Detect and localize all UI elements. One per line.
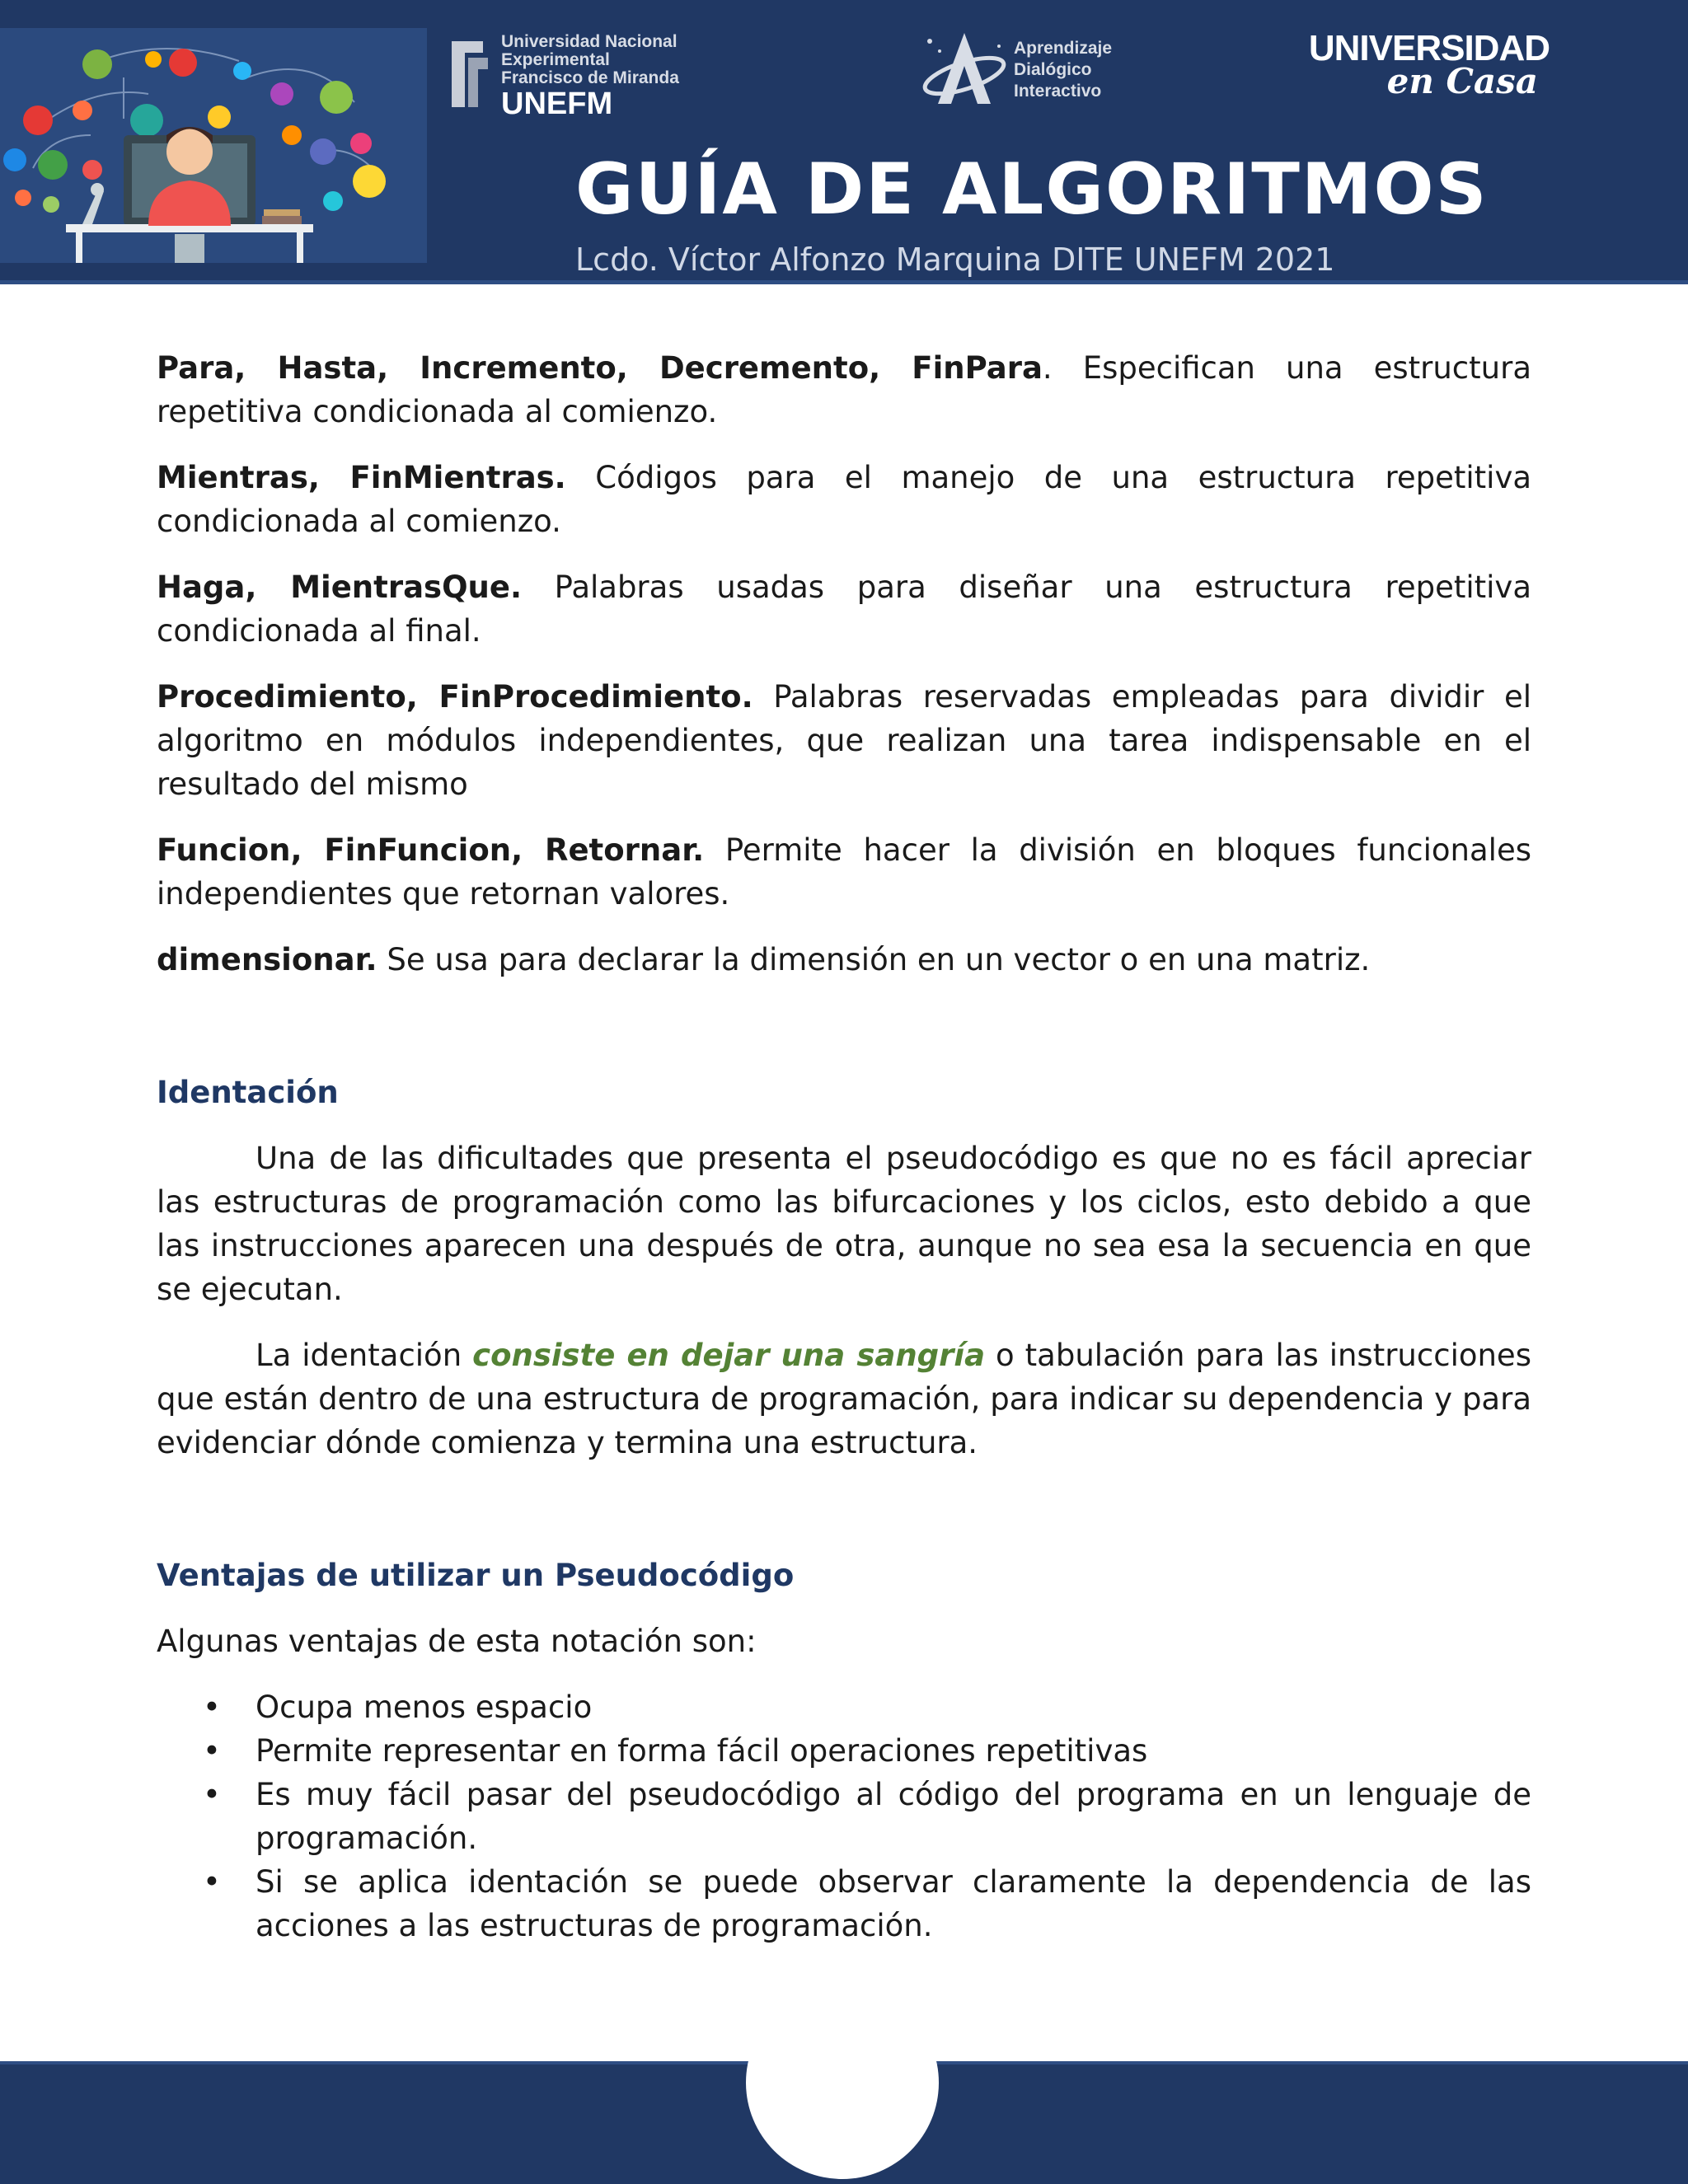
definition-procedimiento xyxy=(157,675,1531,806)
list-item-text: Es muy fácil pasar del pseudocódigo al código del programa en un lenguaje de programación. xyxy=(256,1777,1531,1856)
bullet-icon: • xyxy=(203,1690,221,1725)
definition-separator: . xyxy=(1042,350,1083,386)
document-body xyxy=(157,346,1531,1947)
unefm-acronym: UNEFM xyxy=(501,87,613,121)
identacion-paragraph-2 xyxy=(157,1333,1531,1465)
definition-term: Procedimiento, FinProcedimiento. xyxy=(157,679,753,715)
aprendizaje-dialogico-emblem-icon xyxy=(917,25,1014,115)
programming-languages-illustration-icon xyxy=(0,28,427,263)
unefm-line2: Experimental xyxy=(501,50,610,69)
adi-line1: Aprendizaje xyxy=(1014,39,1113,58)
bullet-icon: • xyxy=(203,1864,221,1900)
definition-text: Códigos para el manejo de una estructura repetitiva condicionada al comienzo. xyxy=(157,460,1532,539)
list-item xyxy=(203,1729,1531,1773)
identacion-paragraph-1: Una de las dificultades que presenta el pseudocódigo es que no es fácil apreciar las estructuras de programación como las bifurcaciones y los ciclos, esto debido a que las instrucciones aparecen una después de otra, aunque no sea esa la secuencia en que se ejecutan. xyxy=(157,1141,1531,1307)
identacion-text-before: La identación xyxy=(256,1338,473,1373)
uec-logo-top: UNIVERSIDAD xyxy=(1308,28,1550,68)
adi-logo xyxy=(917,25,1164,115)
definition-term: dimensionar. xyxy=(157,942,377,977)
definition-text: Permite hacer la división en bloques funcionales independientes que retornan valores. xyxy=(157,832,1531,912)
definition-haga xyxy=(157,565,1531,653)
definition-text: Palabras usadas para diseñar una estructura repetitiva condicionada al final. xyxy=(157,569,1531,649)
definition-separator xyxy=(566,460,596,495)
definition-para xyxy=(157,346,1531,434)
identacion-text-after: o tabulación para las instrucciones que están dentro de una estructura de programación, para indicar su dependencia y para evidenciar dónde comienza y termina una estructura. xyxy=(157,1338,1531,1460)
unefm-line1: Universidad Nacional xyxy=(501,32,678,51)
definition-mientras xyxy=(157,456,1531,543)
banner-illustration xyxy=(0,28,427,263)
list-item xyxy=(203,1685,1531,1729)
definition-separator xyxy=(753,679,774,715)
list-item-text: Si se aplica identación se puede observar claramente la dependencia de las acciones a las estructuras de programación. xyxy=(256,1864,1531,1943)
definition-separator xyxy=(377,942,387,977)
section-title-identacion: Identación xyxy=(157,1075,339,1110)
document-subtitle: Lcdo. Víctor Alfonzo Marquina DITE UNEFM 2021 xyxy=(575,241,1335,278)
page-number-circle xyxy=(746,1986,939,2179)
definition-term: Funcion, FinFuncion, Retornar. xyxy=(157,832,705,868)
unefm-emblem-icon xyxy=(443,36,495,112)
definition-term: Haga, MientrasQue. xyxy=(157,569,523,605)
definition-funcion xyxy=(157,828,1531,916)
section-title-ventajas: Ventajas de utilizar un Pseudocódigo xyxy=(157,1558,795,1593)
definition-separator xyxy=(522,569,555,605)
adi-line2: Dialógico xyxy=(1014,60,1092,79)
definition-text: Palabras reservadas empleadas para dividir el algoritmo en módulos independientes, que realizan una tarea indispensable en el resultado del mismo xyxy=(157,679,1531,802)
definition-term: Mientras, FinMientras. xyxy=(157,460,566,495)
list-item-text: Permite representar en forma fácil operaciones repetitivas xyxy=(256,1733,1148,1769)
unefm-logo xyxy=(443,30,724,119)
header-divider xyxy=(0,280,1688,284)
definition-term: Para, Hasta, Incremento, Decremento, FinPara xyxy=(157,350,1043,386)
definition-text: Especifican una estructura repetitiva condicionada al comienzo. xyxy=(157,350,1531,429)
ventajas-list xyxy=(157,1685,1531,1947)
list-item-text: Ocupa menos espacio xyxy=(256,1690,593,1725)
bullet-icon: • xyxy=(203,1733,221,1769)
document-title: GUÍA DE ALGORITMOS xyxy=(575,148,1489,231)
adi-line3: Interactivo xyxy=(1014,82,1102,101)
list-item xyxy=(203,1860,1531,1947)
universidad-en-casa-logo xyxy=(1308,28,1550,102)
definition-separator xyxy=(704,832,725,868)
uec-logo-bottom: en Casa xyxy=(1386,61,1538,101)
unefm-line3: Francisco de Miranda xyxy=(501,68,679,87)
ventajas-intro: Algunas ventajas de esta notación son: xyxy=(157,1624,757,1659)
bullet-icon: • xyxy=(203,1777,221,1812)
list-item xyxy=(203,1773,1531,1860)
identacion-highlight: consiste en dejar una sangría xyxy=(472,1338,986,1373)
definition-text: Se usa para declarar la dimensión en un vector o en una matriz. xyxy=(387,942,1371,977)
definition-dimensionar xyxy=(157,938,1531,982)
